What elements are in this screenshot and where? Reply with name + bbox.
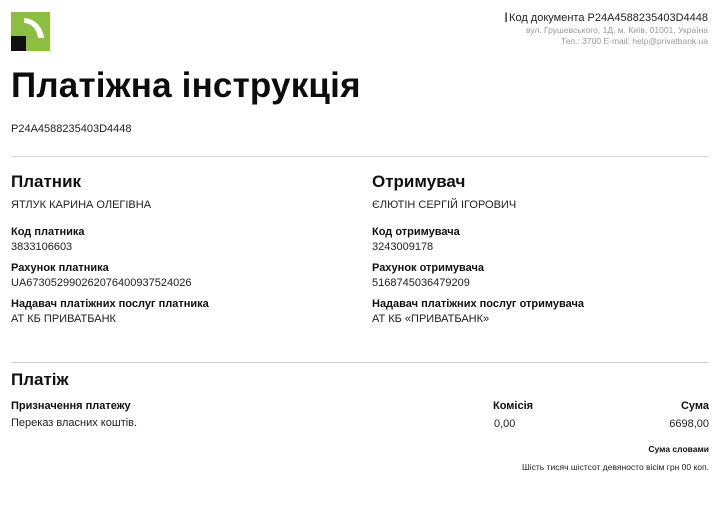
document-code	[504, 9, 708, 25]
contacts-line: Тел.: 3700 E-mail: help@privatbank.ua	[560, 36, 708, 46]
sum-label: Сума	[680, 400, 709, 412]
page-title: Платіжна інструкція	[11, 66, 361, 105]
payment-heading: Платіж	[11, 370, 69, 389]
divider	[11, 362, 709, 363]
payee-name: ЄЛЮТІН СЕРГІЙ ІГОРОВИЧ	[372, 199, 517, 211]
purpose-label: Призначення платежу	[11, 400, 131, 412]
payer-section	[11, 172, 341, 325]
sum-words-value: Шість тисяч шістсот девяносто вісім грн 00 коп.	[521, 462, 709, 472]
divider	[11, 156, 709, 157]
privatbank-logo-icon	[11, 12, 50, 51]
payee-account-label: Рахунок отримувача	[372, 262, 484, 274]
address-line: вул. Грушевського, 1Д, м. Київ, 01001, Україна	[525, 25, 708, 35]
payer-account-label: Рахунок платника	[11, 262, 109, 274]
purpose-value: Переказ власних коштів.	[11, 417, 138, 429]
bank-address	[408, 25, 708, 47]
payee-provider: АТ КБ «ПРИВАТБАНК»	[372, 313, 490, 325]
payee-provider-label: Надавач платіжних послуг отримувача	[372, 298, 584, 310]
payer-code-label: Код платника	[11, 226, 85, 238]
sum-value: 6698,00	[669, 418, 709, 430]
payer-name: ЯТЛУК КАРИНА ОЛЕГІВНА	[11, 199, 152, 211]
payee-code-label: Код отримувача	[372, 226, 460, 238]
payee-section	[372, 172, 702, 325]
payee-code: 3243009178	[372, 241, 434, 253]
text-cursor-icon: I	[504, 9, 509, 25]
payer-account: UA673052990262076400937524026	[11, 277, 192, 289]
payer-provider-label: Надавач платіжних послуг платника	[11, 298, 209, 310]
commission-value: 0,00	[494, 418, 516, 430]
payer-heading: Платник	[11, 172, 82, 191]
document-id: P24A4588235403D4448	[11, 123, 132, 135]
payee-account: 5168745036479209	[372, 277, 470, 289]
payer-provider: АТ КБ ПРИВАТБАНК	[11, 313, 116, 325]
commission-label: Комісія	[493, 400, 534, 412]
payee-heading: Отримувач	[372, 172, 466, 191]
payer-code: 3833106603	[11, 241, 73, 253]
sum-words-label: Сума словами	[648, 444, 709, 454]
document-code-text: Код документа P24A4588235403D4448	[509, 12, 708, 24]
